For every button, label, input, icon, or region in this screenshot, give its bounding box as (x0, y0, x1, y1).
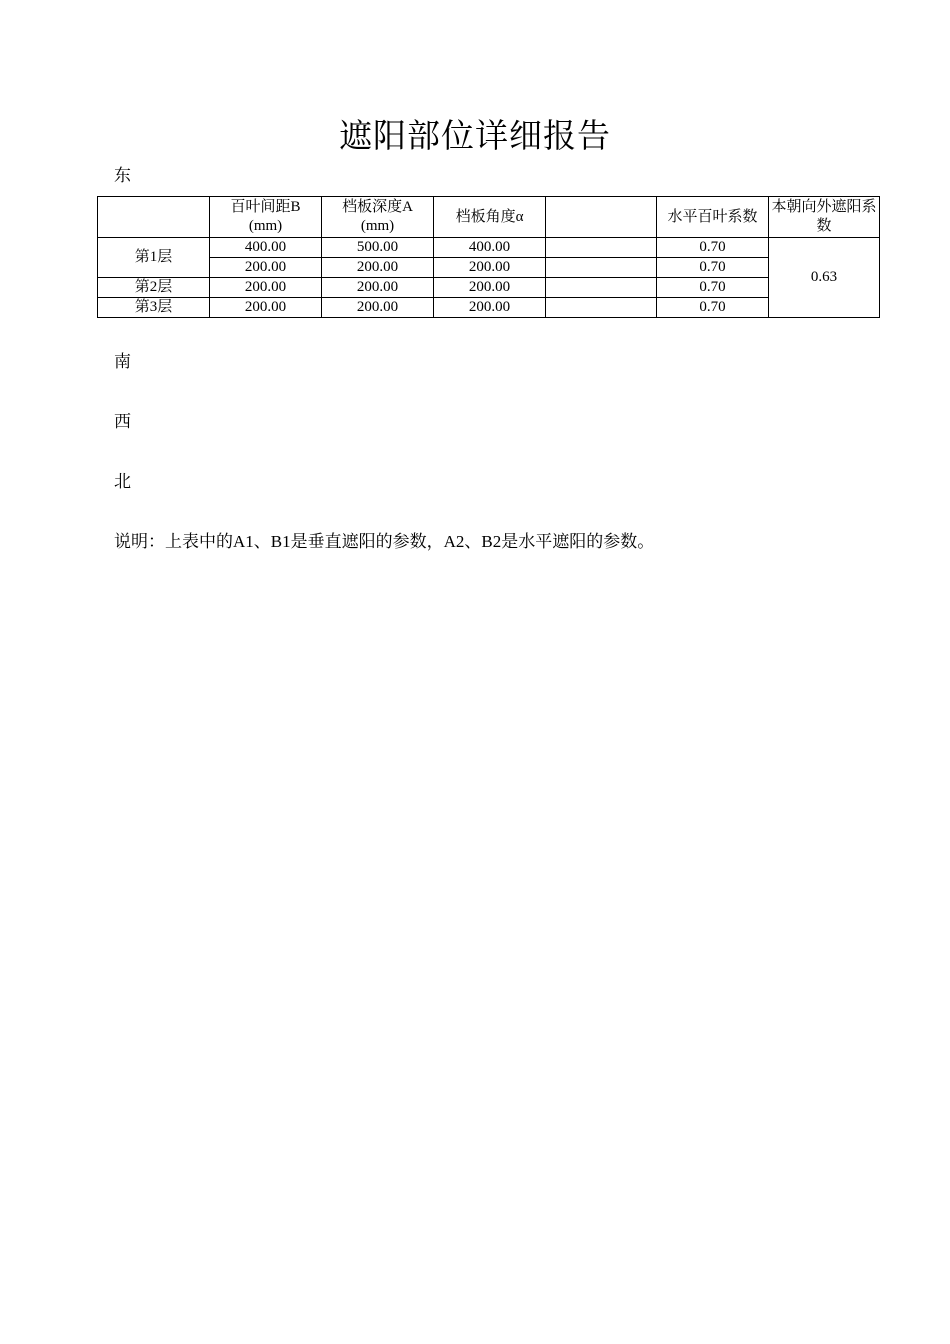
page-title: 遮阳部位详细报告 (339, 119, 611, 155)
table-header-row (98, 197, 880, 238)
angle-cell: 200.00 (434, 298, 546, 318)
louver-coef-cell: 0.70 (657, 278, 769, 298)
floor-cell: 第2层 (98, 278, 210, 298)
direction-west-label: 西 (114, 412, 131, 431)
header-cell-blank (546, 197, 657, 238)
depth-cell: 200.00 (322, 298, 434, 318)
direction-south-label: 南 (114, 352, 131, 371)
header-cell-spacing: 百叶间距B (mm) (210, 197, 322, 238)
direction-north-label: 北 (114, 472, 131, 491)
table-row (98, 278, 880, 298)
depth-cell: 200.00 (322, 278, 434, 298)
angle-cell: 200.00 (434, 278, 546, 298)
header-cell-orientation-coef: 本朝向外遮阳系数 (769, 197, 880, 238)
spacing-cell: 200.00 (210, 258, 322, 278)
header-cell-louver-coef: 水平百叶系数 (657, 197, 769, 238)
spacing-cell: 400.00 (210, 238, 322, 258)
shading-table (97, 196, 880, 318)
floor-cell: 第1层 (98, 238, 210, 278)
table-row (98, 238, 880, 258)
angle-cell: 200.00 (434, 258, 546, 278)
blank-cell (546, 278, 657, 298)
header-cell-depth: 档板深度A (mm) (322, 197, 434, 238)
header-cell-angle: 档板角度α (434, 197, 546, 238)
table-row (98, 258, 880, 278)
louver-coef-cell: 0.70 (657, 298, 769, 318)
spacing-cell: 200.00 (210, 278, 322, 298)
table-row (98, 298, 880, 318)
louver-coef-cell: 0.70 (657, 258, 769, 278)
direction-east-label: 东 (114, 166, 131, 185)
angle-cell: 400.00 (434, 238, 546, 258)
spacing-cell: 200.00 (210, 298, 322, 318)
blank-cell (546, 258, 657, 278)
explanation-note: 说明：上表中的A1、B1是垂直遮阳的参数，A2、B2是水平遮阳的参数。 (114, 532, 655, 551)
louver-coef-cell: 0.70 (657, 238, 769, 258)
depth-cell: 500.00 (322, 238, 434, 258)
blank-cell (546, 298, 657, 318)
orientation-coef-cell: 0.63 (769, 238, 880, 318)
blank-cell (546, 238, 657, 258)
depth-cell: 200.00 (322, 258, 434, 278)
header-cell-floor (98, 197, 210, 238)
floor-cell: 第3层 (98, 298, 210, 318)
